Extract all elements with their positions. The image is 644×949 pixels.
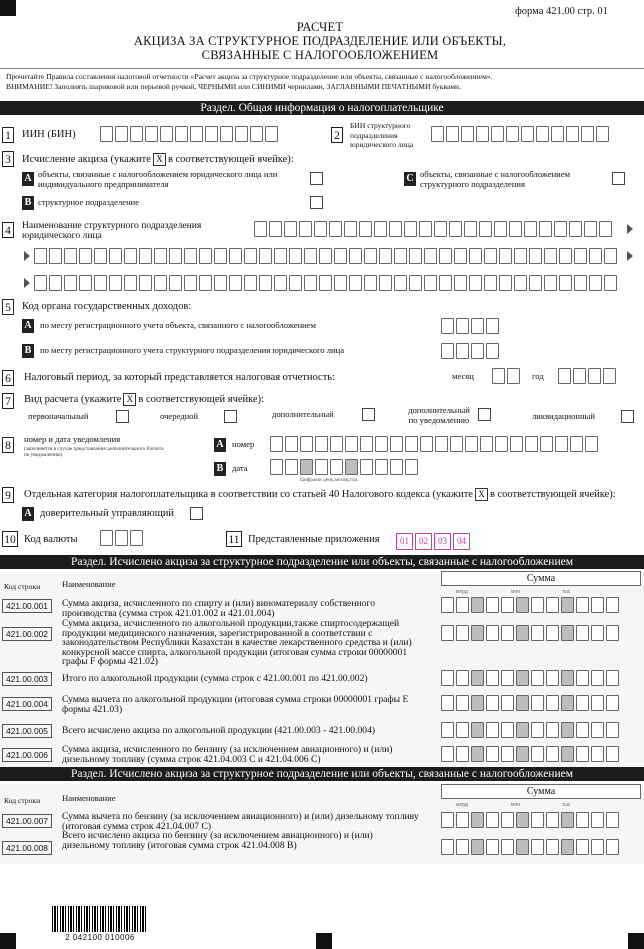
page-title: РАСЧЕТ АКЦИЗА ЗА СТРУКТУРНОЕ ПОДРАЗДЕЛЕНИЕ ИЛИ ОБЪЕКТЫ, СВЯЗАННЫЕ С НАЛОГООБЛОЖЕНИЕМ bbox=[133, 20, 507, 62]
section-header-excise: Раздел. Исчислено акциза за структурное подразделение или объекты, связанные с налогообложением bbox=[0, 555, 644, 569]
branch-name-input-1[interactable] bbox=[254, 221, 612, 237]
field-number: 11 bbox=[226, 531, 242, 547]
revenue-code-b-input[interactable] bbox=[441, 343, 499, 359]
sum-input[interactable] bbox=[441, 746, 619, 762]
date-hint: Цифрами день,месяц,год bbox=[300, 477, 358, 483]
type-initial-checkbox[interactable] bbox=[116, 410, 129, 423]
option-b-label: по месту регистрационного учета структурного подразделения юридического лица bbox=[40, 345, 345, 355]
branch-name-label: Наименование структурного подразделения юридического лица bbox=[22, 220, 202, 241]
section-header-general: Раздел. Общая информация о налогоплательщике bbox=[0, 101, 644, 115]
col-sum-header: Сумма bbox=[441, 784, 641, 799]
group-label: млн bbox=[511, 802, 521, 808]
notice-number-label: номер bbox=[232, 439, 255, 449]
field-number: 9 bbox=[2, 487, 14, 503]
revenue-body-label: Код органа государственных доходов: bbox=[22, 301, 192, 312]
option-b-checkbox[interactable] bbox=[310, 196, 323, 209]
row-code: 421.00.005 bbox=[2, 724, 52, 738]
revenue-code-a-input[interactable] bbox=[441, 318, 499, 334]
notice-sublabel: (заполняется в случае представления дополнительного Расчета по уведомлению) bbox=[24, 446, 164, 458]
bin-branch-label: БИН структурного подразделения юридического лица bbox=[350, 121, 414, 149]
sum-input[interactable] bbox=[441, 839, 619, 855]
corner-marker bbox=[0, 933, 16, 949]
group-label: млрд bbox=[456, 589, 468, 595]
type-liquidation-checkbox[interactable] bbox=[621, 410, 634, 423]
field-number: 10 bbox=[2, 531, 18, 547]
col-code-header: Код строки bbox=[4, 796, 41, 805]
group-label: тыс bbox=[562, 802, 571, 808]
instructions: Прочитайте Правила составления налоговой отчетности «Расчет акциза за структурное подразделение или объекты, связанные с налогообложением». ВНИМАНИЕ! Заполнять шариковой или перьевой ручкой, ЧЕРНЫМИ или СИНИМИ чернилами, ЗАГЛАВНЫМИ ПЕЧАТНЫМИ буквами. bbox=[6, 72, 493, 91]
option-letter: A bbox=[22, 172, 34, 186]
barcode-number: 2 042100 010006 bbox=[65, 933, 135, 942]
continue-arrow-icon bbox=[24, 278, 30, 288]
branch-name-input-3[interactable] bbox=[34, 275, 617, 291]
group-label: млрд bbox=[456, 802, 468, 808]
type-liquidation-label: ликвидационный bbox=[532, 411, 595, 421]
option-a-label: по месту регистрационного учета объекта, связанного с налогообложением bbox=[40, 320, 316, 330]
option-letter: A bbox=[214, 438, 226, 452]
year-input[interactable] bbox=[558, 368, 616, 384]
option-a-checkbox[interactable] bbox=[310, 172, 323, 185]
notice-date-label: дата bbox=[232, 463, 248, 473]
notice-number-input[interactable] bbox=[270, 436, 598, 452]
option-letter: B bbox=[214, 462, 226, 476]
trustee-checkbox[interactable] bbox=[190, 507, 203, 520]
row-description: Сумма вычета по бензину (за исключением авиационного) и (или) дизельному топливу (итоговая сумма строк 421.04.007 C) bbox=[62, 811, 419, 832]
option-b-label: структурное подразделение bbox=[38, 197, 140, 207]
row-code: 421.00.006 bbox=[2, 748, 52, 762]
sum-input[interactable] bbox=[441, 695, 619, 711]
type-additional-checkbox[interactable] bbox=[362, 408, 375, 421]
option-letter: B bbox=[22, 196, 34, 210]
field-number: 3 bbox=[2, 151, 14, 167]
continue-arrow-icon bbox=[627, 251, 633, 261]
attachment-box[interactable]: 02 bbox=[415, 533, 432, 550]
attachments-label: Представленные приложения bbox=[248, 534, 380, 545]
type-initial-label: первоначальный bbox=[28, 411, 89, 421]
row-description: Сумма акциза, исчисленного по алкогольной продукции,также спиртосодержащей продукции медицинского назначения, зарегистрированной в соответствии с законодательством Республики Казахстан в качестве лекарственного средства и (или) конкурсной массе спирта, алкогольной продукции (итоговая сумма строки 00000001 графы F формы 421.02) bbox=[62, 618, 412, 668]
barcode bbox=[52, 906, 148, 932]
sum-input[interactable] bbox=[441, 722, 619, 738]
year-label: год bbox=[532, 371, 544, 381]
attachments-list bbox=[396, 531, 472, 550]
type-additional-notice-label: дополнительный по уведомлению bbox=[408, 405, 470, 425]
field-number: 5 bbox=[2, 299, 14, 315]
row-code: 421.00.001 bbox=[2, 599, 52, 613]
form-reference: форма 421.00 стр. 01 bbox=[515, 6, 608, 17]
field-number: 2 bbox=[331, 127, 343, 143]
col-name-header: Наименование bbox=[62, 793, 116, 803]
tax-period-label: Налоговый период, за который представляется налоговая отчетность: bbox=[24, 372, 335, 383]
row-code: 421.00.004 bbox=[2, 697, 52, 711]
sum-input[interactable] bbox=[441, 812, 619, 828]
option-c-label: объекты, связанные с налогообложением структурного подразделения bbox=[420, 169, 571, 189]
currency-input[interactable] bbox=[100, 530, 143, 546]
type-additional-notice-checkbox[interactable] bbox=[478, 408, 491, 421]
group-label: тыс bbox=[562, 589, 571, 595]
option-letter: A bbox=[22, 507, 34, 521]
row-code: 421.00.003 bbox=[2, 672, 52, 686]
branch-name-input-2[interactable] bbox=[34, 248, 617, 264]
col-code-header: Код строки bbox=[4, 582, 41, 591]
row-code: 421.00.007 bbox=[2, 814, 52, 828]
group-label: млн bbox=[511, 589, 521, 595]
row-description: Сумма акциза, исчисленного по спирту и (или) виноматериалу собственного производства (сумма строк 421.01.002 и 421.01.004) bbox=[62, 598, 375, 619]
notice-date-input[interactable] bbox=[270, 459, 418, 475]
row-code: 421.00.002 bbox=[2, 627, 52, 641]
field-number: 8 bbox=[2, 437, 14, 453]
option-letter: B bbox=[22, 344, 34, 358]
field-number: 4 bbox=[2, 222, 14, 238]
col-name-header: Наименование bbox=[62, 579, 116, 589]
option-a-label: объекты, связанные с налогообложением юридического лица или индивидуального предпринимателя bbox=[38, 169, 278, 189]
row-description: Сумма вычета по алкогольной продукции (итоговая сумма строки 00000001 графы E формы 421.03) bbox=[62, 694, 409, 715]
row-description: Сумма акциза, исчисленного по бензину (за исключением авиационного) и (или) дизельному топливу (сумма строк 421.04.003 C и 421.04.006 C) bbox=[62, 744, 393, 765]
corner-marker bbox=[316, 933, 332, 949]
option-letter: A bbox=[22, 319, 34, 333]
iin-bin-input[interactable] bbox=[100, 126, 278, 142]
trustee-label: доверительный управляющий bbox=[40, 508, 175, 519]
month-label: месяц bbox=[452, 371, 474, 381]
iin-bin-label: ИИН (БИН) bbox=[22, 129, 76, 140]
continue-arrow-icon bbox=[627, 224, 633, 234]
type-regular-label: очередной bbox=[160, 411, 199, 421]
sum-input[interactable] bbox=[441, 670, 619, 686]
notice-label: номер и дата уведомления bbox=[24, 434, 121, 444]
field-number: 7 bbox=[2, 393, 14, 409]
attachment-box[interactable]: 04 bbox=[453, 533, 470, 550]
bin-branch-input[interactable] bbox=[431, 126, 609, 142]
type-regular-checkbox[interactable] bbox=[224, 410, 237, 423]
attachment-box[interactable]: 01 bbox=[396, 533, 413, 550]
calc-type-label: Вид расчета (укажите X в соответствующей ячейке): bbox=[24, 393, 265, 405]
corner-marker bbox=[0, 0, 16, 16]
month-input[interactable] bbox=[492, 368, 520, 384]
attachment-box[interactable]: 03 bbox=[434, 533, 451, 550]
sum-input[interactable] bbox=[441, 625, 619, 641]
sum-input[interactable] bbox=[441, 597, 619, 613]
corner-marker bbox=[628, 933, 644, 949]
section-header-excise-fuel: Раздел. Исчислено акциза за структурное подразделение или объекты, связанные с налогообложением bbox=[0, 767, 644, 781]
continue-arrow-icon bbox=[24, 251, 30, 261]
col-sum-header: Сумма bbox=[441, 571, 641, 586]
field-number: 1 bbox=[2, 127, 14, 143]
currency-label: Код валюты bbox=[24, 534, 78, 545]
row-code: 421.00.008 bbox=[2, 841, 52, 855]
type-additional-label: дополнительный bbox=[272, 409, 334, 419]
row-description: Всего исчислено акциза по алкогольной продукции (421.00.003 - 421.00.004) bbox=[62, 725, 376, 736]
row-description: Всего исчислено акциза по бензину (за исключением авиационного) и (или) дизельному топливу (итоговая сумма строк 421.04.008 B) bbox=[62, 830, 373, 851]
option-letter: C bbox=[404, 172, 416, 186]
excise-calc-label: Исчисление акциза (укажите X в соответствующей ячейке): bbox=[22, 153, 294, 165]
option-c-checkbox[interactable] bbox=[612, 172, 625, 185]
row-description: Итого по алкогольной продукции (сумма строк с 421.00.001 по 421.00.002) bbox=[62, 673, 368, 684]
taxpayer-category-label: Отдельная категория налогоплательщика в соответствии со статьей 40 Налогового кодекса (укажите X в соответствующей ячейке): bbox=[24, 488, 616, 500]
field-number: 6 bbox=[2, 370, 14, 386]
